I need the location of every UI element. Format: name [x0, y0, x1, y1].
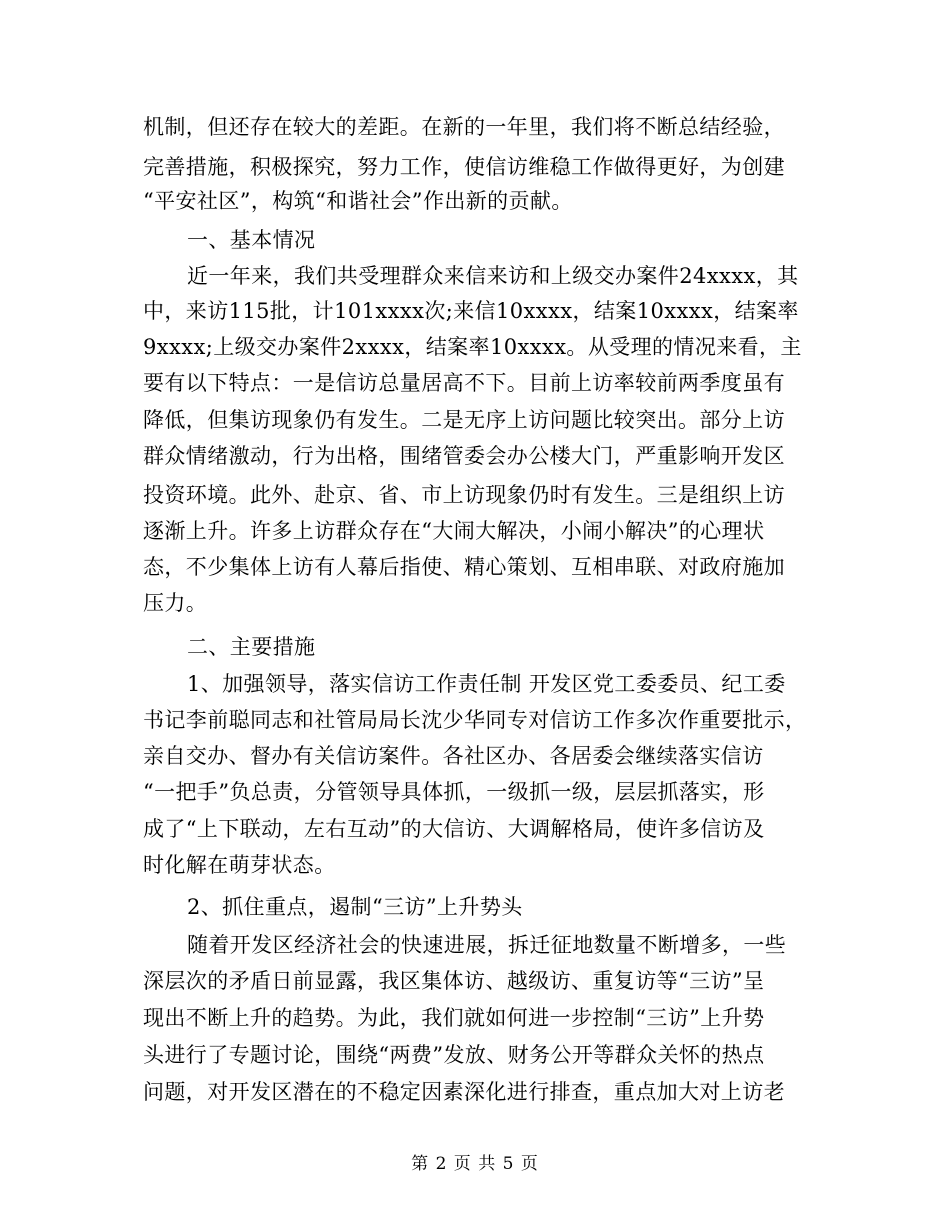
text-line: 深层次的矛盾日前显露，我区集体访、越级访、重复访等“三访”呈	[143, 969, 765, 993]
text-line: 逐渐上升。许多上访群众存在“大闹大解决，小闹小解决”的心理状	[143, 519, 765, 543]
text-line: 亲自交办、督办有关信访案件。各社区办、各居委会继续落实信访	[143, 744, 764, 768]
text-line: 投资环境。此外、赴京、省、市上访现象仍时有发生。三是组织上访	[143, 483, 785, 507]
text-line: 压力。	[143, 591, 208, 615]
page-number-footer: 第 2 页 共 5 页	[411, 1154, 539, 1174]
text-line: 头进行了专题讨论，围绕“两费”发放、财务公开等群众关怀的热点	[143, 1043, 765, 1067]
text-line: 机制，但还存在较大的差距。在新的一年里，我们将不断总结经验，	[143, 115, 785, 139]
section-heading: 2、抓住重点，遏制“三访”上升势头	[187, 895, 523, 919]
text-line: 随着开发区经济社会的快速进展，拆迁征地数量不断增多，一些	[187, 933, 787, 957]
text-line: 1、加强领导，落实信访工作责任制 开发区党工委委员、纪工委	[187, 672, 786, 696]
section-heading: 二、主要措施	[187, 635, 316, 659]
text-line: 书记李前聪同志和社管局局长沈少华同专对信访工作多次作重要批示，	[143, 708, 807, 732]
text-line: 中，来访115批，计101xxxx次;来信10xxxx，结案10xxxx，结案率	[143, 299, 799, 323]
text-line: 降低，但集访现象仍有发生。二是无序上访问题比较突出。部分上访	[143, 408, 785, 432]
text-line: 态，不少集体上访有人幕后指使、精心策划、互相串联、对政府施加	[143, 555, 785, 579]
text-line: 要有以下特点：一是信访总量居高不下。目前上访率较前两季度虽有	[143, 371, 785, 395]
text-line: 群众情绪激动，行为出格，围绪管委会办公楼大门，严重影响开发区	[143, 444, 785, 468]
text-line: 问题，对开发区潜在的不稳定因素深化进行排查，重点加大对上访老	[143, 1080, 785, 1104]
text-line: “一把手”负总责，分管领导具体抓，一级抓一级，层层抓落实，形	[143, 780, 765, 804]
text-line: “平安社区”，构筑“和谐社会”作出新的贡献。	[143, 189, 573, 213]
text-line: 时化解在萌芽状态。	[143, 853, 336, 877]
text-line: 完善措施，积极探究，努力工作，使信访维稳工作做得更好，为创建	[143, 155, 785, 179]
text-line: 9xxxx;上级交办案件2xxxx，结案率10xxxx。从受理的情况来看，主	[143, 335, 802, 359]
text-line: 成了“上下联动，左右互动”的大信访、大调解格局，使许多信访及	[143, 817, 765, 841]
text-line: 近一年来，我们共受理群众来信来访和上级交办案件24xxxx，其	[187, 264, 799, 288]
section-heading: 一、基本情况	[187, 228, 316, 252]
text-line: 现出不断上升的趋势。为此，我们就如何进一步控制“三访”上升势	[143, 1006, 765, 1030]
